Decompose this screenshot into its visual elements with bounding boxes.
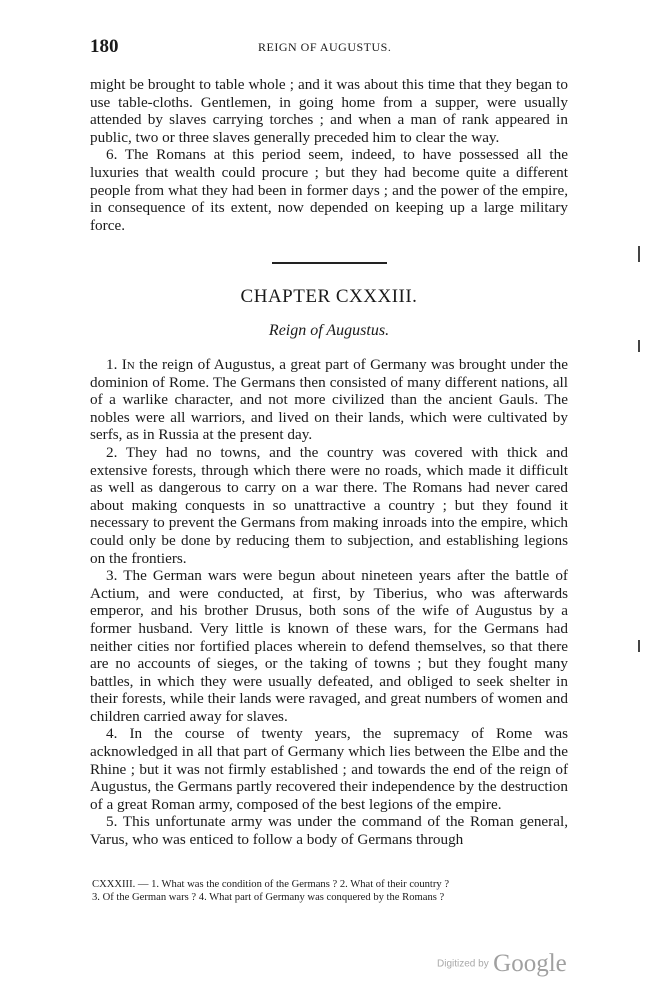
chapter-divider-rule <box>272 262 387 264</box>
paragraph-continued: might be brought to table whole ; and it was about this time that they began to use table-cloths. Gentlemen, in going home from a supper, were usually attended by slaves carrying torches ; and when a man of rank appeared in public, two or three slaves generally preceded him to clear the way. <box>90 76 568 146</box>
watermark-brand: Google <box>493 950 567 977</box>
chapter-subtitle: Reign of Augustus. <box>268 322 390 339</box>
footnote-questions <box>92 878 570 904</box>
page-number: 180 <box>90 36 119 57</box>
digitized-watermark <box>437 950 567 978</box>
paragraph-6: 6. The Romans at this period seem, indeed, to have possessed all the luxuries that wealth could procure ; but they had become quite a different people from what they had been in former days ; and the power of the empire, in consequence of its extent, now depended on keeping up a large military force. <box>90 146 568 234</box>
chapter-title: CHAPTER CXXXIII. <box>240 286 418 307</box>
paragraph-4: 4. In the course of twenty years, the supremacy of Rome was acknowledged in all that part of Germany which lies between the Elbe and the Rhine ; but it was not firmly established ; and towards the end of the reign of Augustus, the Germans partly recovered their independence by the destruction of a great Roman army, composed of the best legions of the empire. <box>90 725 568 813</box>
footnote-line: CXXXIII. — 1. What was the condition of the Germans ? 2. What of their country ? <box>92 879 450 890</box>
paragraph-3: 3. The German wars were begun about nineteen years after the battle of Actium, and were conducted, at first, by Tiberius, who was afterwards emperor, and his brother Drusus, both sons of the wife of Augustus by a former husband. Very little is known of these wars, for the Germans had neither cities nor fortified places wherein to defend themselves, so that there are no accounts of sieges, or the taking of towns ; but they fought many battles, in which they were usually defeated, and obliged to seek shelter in their forests, while their lands were ravaged, and great numbers of women and children carried away for slaves. <box>90 567 568 725</box>
watermark-prefix: Digitized by <box>437 958 489 970</box>
paragraph-lead-word: In <box>121 356 135 373</box>
chapter-text-block <box>90 356 568 849</box>
page-header <box>90 36 570 60</box>
footnote-line: 3. Of the German wars ? 4. What part of Germany was conquered by the Romans ? <box>92 892 445 903</box>
paragraph-2: 2. They had no towns, and the country was covered with thick and extensive forests, through which there were no roads, which made it difficult as well as dangerous to carry on a war there. The Romans had never cared about making conquests in so unattractive a country ; but they found it necessary to prevent the Germans from making inroads into the empire, which could only be done by reducing them to subjection, and establishing legions on the frontiers. <box>90 443 568 567</box>
paragraph-1-text: the reign of Augustus, a great part of Germany was brought under the dominion of Rome. The Germans then consisted of many different nations, all of a warlike character, and not more civilized than the ancient Gauls. The nobles were all warriors, and lived on their lands, which were cultivated by serfs, as in Russia at the present day. <box>90 356 569 444</box>
scan-mark <box>638 340 640 352</box>
scan-mark <box>638 640 640 652</box>
running-head: REIGN OF AUGUSTUS. <box>258 40 392 54</box>
paragraph-5: 5. This unfortunate army was under the command of the Roman general, Varus, who was enticed to follow a body of Germans through <box>90 813 568 849</box>
paragraph-number: 1. <box>106 356 118 373</box>
continued-text-block <box>90 76 568 234</box>
paragraph-1 <box>90 356 568 444</box>
scan-mark <box>638 246 640 262</box>
